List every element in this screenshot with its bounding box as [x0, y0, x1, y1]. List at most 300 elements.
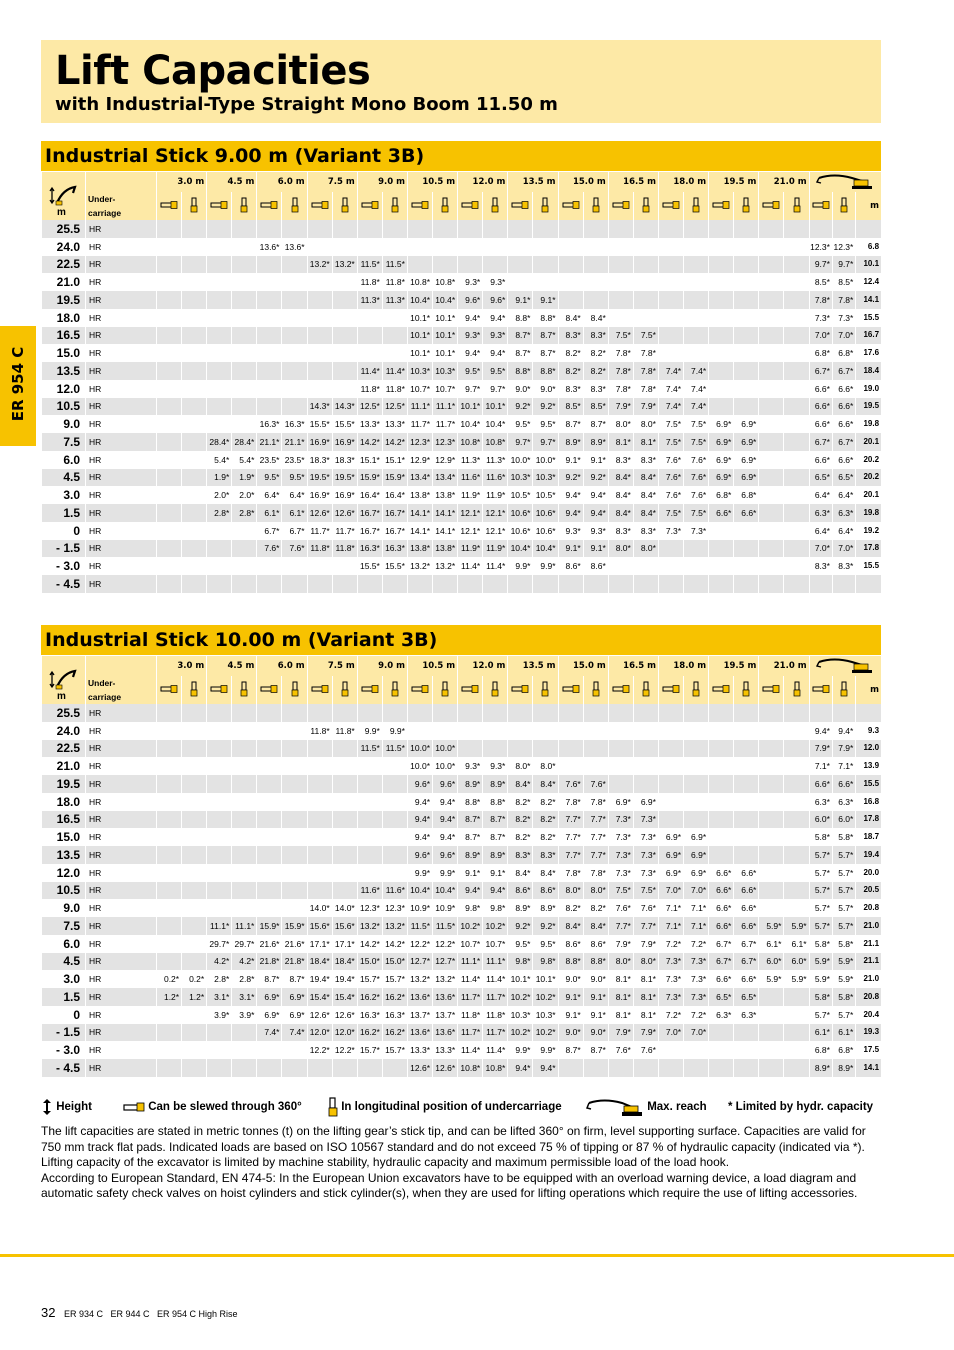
- capacity-cell: [784, 846, 809, 864]
- capacity-cell: 9.0*: [558, 1024, 583, 1042]
- capacity-cell: 15.5*: [382, 557, 407, 575]
- capacity-cell: 5.8*: [809, 988, 832, 1006]
- capacity-cell: [307, 380, 332, 398]
- capacity-cell: [182, 327, 207, 345]
- slew-360-icon: [407, 192, 432, 220]
- capacity-cell: [182, 704, 207, 722]
- undercarriage-cell: HR: [86, 256, 157, 274]
- capacity-cell: [182, 882, 207, 900]
- capacity-cell: 9.9*: [407, 864, 432, 882]
- capacity-cell: 29.7*: [232, 935, 257, 953]
- capacity-cell: 10.8*: [458, 1059, 483, 1077]
- capacity-cell: [182, 1059, 207, 1077]
- capacity-cell: 9.7*: [809, 256, 832, 274]
- capacity-cell: 6.4*: [257, 486, 282, 504]
- capacity-cell: [157, 793, 182, 811]
- capacity-cell: [734, 704, 759, 722]
- capacity-cell: [182, 828, 207, 846]
- capacity-cell: 13.6*: [433, 988, 458, 1006]
- capacity-cell: 8.3*: [583, 327, 608, 345]
- capacity-cell: [784, 469, 809, 487]
- radius-header: 3.0 m: [157, 656, 207, 676]
- capacity-cell: 6.7*: [809, 433, 832, 451]
- capacity-cell: [759, 864, 784, 882]
- capacity-cell: [784, 415, 809, 433]
- capacity-cell: [207, 793, 232, 811]
- capacity-cell: [357, 775, 382, 793]
- capacity-cell: [282, 1059, 307, 1077]
- capacity-cell: 16.2*: [357, 988, 382, 1006]
- capacity-cell: [784, 1041, 809, 1059]
- capacity-cell: [257, 362, 282, 380]
- capacity-cell: 7.1*: [684, 917, 709, 935]
- capacity-cell: [709, 575, 734, 593]
- table-row: [42, 433, 882, 451]
- capacity-cell: [232, 344, 257, 362]
- capacity-cell: 8.4*: [533, 775, 558, 793]
- capacity-cell: [157, 1059, 182, 1077]
- capacity-cell: [232, 828, 257, 846]
- capacity-cell: [182, 415, 207, 433]
- capacity-cell: [332, 828, 357, 846]
- capacity-cell: [332, 757, 357, 775]
- capacity-cell: [207, 811, 232, 829]
- slew-360-icon: [658, 192, 683, 220]
- table-row: [42, 415, 882, 433]
- section-header-2: [41, 625, 881, 655]
- capacity-cell: [684, 722, 709, 740]
- longitudinal-icon: [182, 192, 207, 220]
- capacity-cell: 6.6*: [709, 882, 734, 900]
- capacity-cell: [483, 740, 508, 758]
- capacity-cell: 8.9*: [583, 433, 608, 451]
- capacity-cell: 9.3*: [458, 757, 483, 775]
- capacity-cell: 19.4*: [307, 970, 332, 988]
- page-title: Lift Capacities: [55, 48, 371, 94]
- capacity-cell: 8.7*: [533, 344, 558, 362]
- capacity-cell: [583, 740, 608, 758]
- capacity-cell: [382, 864, 407, 882]
- capacity-cell: 5.9*: [759, 970, 784, 988]
- capacity-cell: [759, 380, 784, 398]
- capacity-cell: [307, 704, 332, 722]
- slew-360-icon: [207, 676, 232, 704]
- capacity-cell: [157, 344, 182, 362]
- capacity-cell: 5.9*: [832, 953, 855, 971]
- capacity-cell: [282, 309, 307, 327]
- capacity-cell: 9.5*: [508, 935, 533, 953]
- capacity-cell: [759, 273, 784, 291]
- capacity-cell: 7.9*: [608, 398, 633, 416]
- capacity-cell: 7.3*: [658, 953, 683, 971]
- table-row: [42, 273, 882, 291]
- capacity-cell: [182, 380, 207, 398]
- max-reach-cell: 19.8: [856, 415, 881, 433]
- capacity-cell: 10.2*: [458, 917, 483, 935]
- capacity-cell: [759, 486, 784, 504]
- capacity-cell: 11.4*: [458, 557, 483, 575]
- capacity-cell: 8.0*: [608, 540, 633, 558]
- capacity-cell: [257, 256, 282, 274]
- height-cell: 10.5: [42, 398, 86, 416]
- capacity-cell: 7.5*: [684, 433, 709, 451]
- capacity-cell: [608, 1059, 633, 1077]
- capacity-cell: 18.4*: [307, 953, 332, 971]
- capacity-cell: 10.9*: [407, 899, 432, 917]
- capacity-cell: 6.9*: [734, 415, 759, 433]
- capacity-cell: 6.8*: [832, 1041, 855, 1059]
- capacity-cell: [182, 935, 207, 953]
- capacity-cell: 9.4*: [433, 828, 458, 846]
- capacity-cell: 6.6*: [832, 775, 855, 793]
- capacity-cell: [382, 757, 407, 775]
- radius-header: 19.5 m: [709, 172, 759, 192]
- capacity-cell: 10.3*: [533, 1006, 558, 1024]
- capacity-cell: 1.9*: [207, 469, 232, 487]
- capacity-cell: 11.4*: [483, 970, 508, 988]
- capacity-cell: [759, 846, 784, 864]
- capacity-cell: 9.5*: [257, 469, 282, 487]
- capacity-cell: [257, 740, 282, 758]
- capacity-cell: 7.8*: [583, 793, 608, 811]
- capacity-cell: 11.3*: [483, 451, 508, 469]
- capacity-cell: [558, 722, 583, 740]
- capacity-cell: 10.0*: [508, 451, 533, 469]
- capacity-cell: 21.6*: [257, 935, 282, 953]
- capacity-cell: 16.4*: [382, 486, 407, 504]
- table-row: [42, 469, 882, 487]
- capacity-cell: 10.6*: [508, 504, 533, 522]
- capacity-cell: [684, 220, 709, 238]
- capacity-cell: [658, 704, 683, 722]
- table-row: [42, 327, 882, 345]
- capacity-cell: [357, 828, 382, 846]
- capacity-cell: 6.9*: [282, 988, 307, 1006]
- table-row: [42, 828, 882, 846]
- slew-360-icon: [157, 192, 182, 220]
- longitudinal-icon: [832, 192, 855, 220]
- capacity-cell: 6.5*: [709, 988, 734, 1006]
- capacity-cell: [182, 1006, 207, 1024]
- radius-header: 4.5 m: [207, 656, 257, 676]
- capacity-cell: 13.6*: [407, 988, 432, 1006]
- capacity-cell: [207, 1059, 232, 1077]
- capacity-cell: [157, 273, 182, 291]
- longitudinal-icon: [328, 1097, 338, 1117]
- capacity-cell: [282, 557, 307, 575]
- undercarriage-cell: HR: [86, 1041, 157, 1059]
- capacity-cell: [357, 220, 382, 238]
- capacity-cell: [332, 1059, 357, 1077]
- capacity-cell: [182, 740, 207, 758]
- capacity-cell: [157, 811, 182, 829]
- capacity-cell: 7.6*: [658, 469, 683, 487]
- capacity-cell: [508, 740, 533, 758]
- capacity-cell: 6.9*: [684, 846, 709, 864]
- capacity-cell: [759, 522, 784, 540]
- capacity-cell: 16.7*: [357, 522, 382, 540]
- capacity-cell: [407, 238, 432, 256]
- height-cell: - 4.5: [42, 575, 86, 593]
- capacity-cell: 12.6*: [307, 1006, 332, 1024]
- capacity-cell: 5.8*: [832, 988, 855, 1006]
- radius-header: 9.0 m: [357, 172, 407, 192]
- capacity-cell: [207, 740, 232, 758]
- undercarriage-cell: HR: [86, 557, 157, 575]
- radius-header: 9.0 m: [357, 656, 407, 676]
- capacity-cell: 21.8*: [282, 953, 307, 971]
- capacity-cell: [357, 793, 382, 811]
- capacity-cell: 6.3*: [832, 793, 855, 811]
- capacity-cell: 8.3*: [809, 557, 832, 575]
- capacity-cell: 10.7*: [483, 935, 508, 953]
- capacity-cell: 8.0*: [608, 415, 633, 433]
- capacity-cell: 6.6*: [809, 415, 832, 433]
- capacity-cell: [759, 540, 784, 558]
- table-row: [42, 380, 882, 398]
- longitudinal-icon: [332, 192, 357, 220]
- capacity-cell: 11.7*: [483, 1024, 508, 1042]
- capacity-cell: [332, 327, 357, 345]
- capacity-cell: 6.1*: [759, 935, 784, 953]
- height-cell: 18.0: [42, 309, 86, 327]
- height-cell: 13.5: [42, 846, 86, 864]
- capacity-cell: [282, 704, 307, 722]
- capacity-cell: [182, 575, 207, 593]
- capacity-cell: 10.2*: [508, 988, 533, 1006]
- table-row: [42, 988, 882, 1006]
- capacity-cell: 6.6*: [832, 451, 855, 469]
- capacity-cell: 7.4*: [658, 362, 683, 380]
- capacity-cell: 8.0*: [508, 757, 533, 775]
- capacity-cell: [207, 256, 232, 274]
- capacity-cell: [207, 344, 232, 362]
- capacity-cell: 9.4*: [558, 486, 583, 504]
- longitudinal-icon: [684, 676, 709, 704]
- capacity-cell: 7.3*: [684, 970, 709, 988]
- capacity-cell: 12.3*: [433, 433, 458, 451]
- capacity-cell: 9.7*: [483, 380, 508, 398]
- max-reach-cell: 21.0: [856, 917, 881, 935]
- capacity-cell: 11.5*: [407, 917, 432, 935]
- capacity-cell: 7.3*: [633, 828, 658, 846]
- capacity-cell: 7.6*: [684, 486, 709, 504]
- capacity-cell: 8.5*: [558, 398, 583, 416]
- capacity-cell: [357, 864, 382, 882]
- capacity-cell: 13.7*: [433, 1006, 458, 1024]
- max-reach-cell: 21.1: [856, 953, 881, 971]
- capacity-cell: 8.4*: [608, 469, 633, 487]
- capacity-cell: [207, 575, 232, 593]
- undercarriage-cell: HR: [86, 793, 157, 811]
- capacity-cell: [182, 451, 207, 469]
- capacity-cell: 10.3*: [433, 362, 458, 380]
- capacity-cell: 6.9*: [658, 864, 683, 882]
- capacity-cell: [232, 362, 257, 380]
- capacity-cell: 9.6*: [407, 775, 432, 793]
- capacity-cell: [734, 291, 759, 309]
- capacity-cell: [232, 775, 257, 793]
- capacity-cell: [709, 704, 734, 722]
- footer: [41, 1305, 238, 1322]
- capacity-cell: [458, 220, 483, 238]
- capacity-cell: [357, 327, 382, 345]
- height-cell: 22.5: [42, 740, 86, 758]
- table-row: [42, 1059, 882, 1077]
- page-subtitle: with Industrial-Type Straight Mono Boom 11.50 m: [55, 94, 558, 115]
- capacity-cell: 8.2*: [533, 828, 558, 846]
- undercarriage-cell: HR: [86, 327, 157, 345]
- height-cell: 12.0: [42, 864, 86, 882]
- capacity-cell: [232, 557, 257, 575]
- max-reach-cell: 20.8: [856, 899, 881, 917]
- capacity-cell: 0.2*: [182, 970, 207, 988]
- table-row: [42, 362, 882, 380]
- capacity-cell: [157, 540, 182, 558]
- capacity-cell: 10.1*: [407, 327, 432, 345]
- capacity-cell: [207, 380, 232, 398]
- capacity-cell: [759, 557, 784, 575]
- capacity-cell: 7.3*: [608, 828, 633, 846]
- capacity-cell: 10.7*: [458, 935, 483, 953]
- max-reach-cell: 20.1: [856, 433, 881, 451]
- capacity-cell: 6.9*: [709, 451, 734, 469]
- capacity-cell: [709, 273, 734, 291]
- longitudinal-icon: [332, 676, 357, 704]
- capacity-cell: 6.1*: [784, 935, 809, 953]
- capacity-cell: [207, 757, 232, 775]
- capacity-cell: 9.4*: [809, 722, 832, 740]
- capacity-cell: [257, 557, 282, 575]
- capacity-cell: 3.9*: [232, 1006, 257, 1024]
- capacity-cell: 8.6*: [583, 557, 608, 575]
- capacity-cell: 8.7*: [508, 344, 533, 362]
- undercarriage-cell: HR: [86, 273, 157, 291]
- capacity-cell: 7.7*: [633, 917, 658, 935]
- capacity-cell: [608, 238, 633, 256]
- capacity-cell: [257, 793, 282, 811]
- capacity-cell: [709, 256, 734, 274]
- capacity-cell: [759, 362, 784, 380]
- table-row: [42, 309, 882, 327]
- capacity-cell: 6.3*: [809, 793, 832, 811]
- capacity-cell: [182, 793, 207, 811]
- legend-limited: * Limited by hydr. capacity: [728, 1101, 874, 1113]
- capacity-cell: 7.8*: [832, 291, 855, 309]
- capacity-cell: 9.1*: [583, 451, 608, 469]
- capacity-cell: [458, 256, 483, 274]
- capacity-cell: 5.7*: [832, 899, 855, 917]
- capacity-cell: 7.6*: [608, 899, 633, 917]
- capacity-cell: 10.8*: [483, 1059, 508, 1077]
- capacity-cell: [709, 557, 734, 575]
- capacity-cell: [257, 575, 282, 593]
- capacity-cell: [759, 740, 784, 758]
- capacity-cell: [282, 220, 307, 238]
- capacity-cell: [157, 327, 182, 345]
- capacity-cell: 7.6*: [658, 451, 683, 469]
- capacity-cell: 9.9*: [357, 722, 382, 740]
- capacity-cell: [207, 309, 232, 327]
- capacity-cell: 8.4*: [608, 504, 633, 522]
- capacity-cell: 13.2*: [307, 256, 332, 274]
- capacity-cell: 7.7*: [583, 846, 608, 864]
- radius-header: 15.0 m: [558, 656, 608, 676]
- capacity-cell: 8.6*: [508, 882, 533, 900]
- table-row: [42, 811, 882, 829]
- max-reach-cell: 13.9: [856, 757, 881, 775]
- capacity-cell: 8.7*: [458, 828, 483, 846]
- table-row: [42, 722, 882, 740]
- capacity-cell: 8.2*: [508, 811, 533, 829]
- capacity-cell: 8.2*: [533, 811, 558, 829]
- capacity-cell: [633, 309, 658, 327]
- capacity-cell: 9.8*: [533, 953, 558, 971]
- capacity-cell: 6.0*: [759, 953, 784, 971]
- capacity-cell: 7.0*: [658, 882, 683, 900]
- capacity-cell: [658, 740, 683, 758]
- capacity-cell: [684, 238, 709, 256]
- max-reach-cell: 12.0: [856, 740, 881, 758]
- capacity-cell: [332, 793, 357, 811]
- capacity-cell: 6.6*: [809, 451, 832, 469]
- capacity-cell: [207, 899, 232, 917]
- capacity-cell: [157, 935, 182, 953]
- table-row: [42, 775, 882, 793]
- capacity-cell: [784, 451, 809, 469]
- capacity-cell: 29.7*: [207, 935, 232, 953]
- capacity-cell: [784, 882, 809, 900]
- section-title-2: Industrial Stick 10.00 m (Variant 3B): [45, 629, 438, 651]
- capacity-cell: 6.9*: [709, 415, 734, 433]
- capacity-cell: [207, 220, 232, 238]
- capacity-cell: [533, 238, 558, 256]
- undercarriage-cell: HR: [86, 291, 157, 309]
- capacity-cell: [407, 256, 432, 274]
- capacity-cell: [207, 722, 232, 740]
- capacity-cell: 8.0*: [633, 540, 658, 558]
- capacity-cell: 10.8*: [407, 273, 432, 291]
- capacity-cell: [182, 486, 207, 504]
- capacity-cell: [633, 238, 658, 256]
- longitudinal-icon: [282, 676, 307, 704]
- table-row: [42, 899, 882, 917]
- capacity-cell: [558, 704, 583, 722]
- capacity-cell: 13.8*: [433, 540, 458, 558]
- capacity-cell: [307, 846, 332, 864]
- capacity-cell: [759, 882, 784, 900]
- longitudinal-icon: [182, 676, 207, 704]
- max-reach-cell: 20.2: [856, 469, 881, 487]
- capacity-cell: 1.2*: [157, 988, 182, 1006]
- capacity-cell: 8.8*: [558, 953, 583, 971]
- capacity-cell: [709, 398, 734, 416]
- longitudinal-icon: [533, 192, 558, 220]
- max-reach-cell: 18.4: [856, 362, 881, 380]
- capacity-cell: 13.3*: [433, 1041, 458, 1059]
- capacity-cell: 11.1*: [483, 953, 508, 971]
- capacity-cell: [784, 540, 809, 558]
- capacity-cell: 7.9*: [809, 740, 832, 758]
- undercarriage-cell: HR: [86, 398, 157, 416]
- capacity-cell: 8.4*: [558, 309, 583, 327]
- capacity-cell: 10.1*: [433, 327, 458, 345]
- capacity-cell: [257, 775, 282, 793]
- longitudinal-icon: [832, 676, 855, 704]
- undercarriage-cell: HR: [86, 238, 157, 256]
- capacity-cell: 5.8*: [832, 935, 855, 953]
- capacity-cell: 8.0*: [533, 757, 558, 775]
